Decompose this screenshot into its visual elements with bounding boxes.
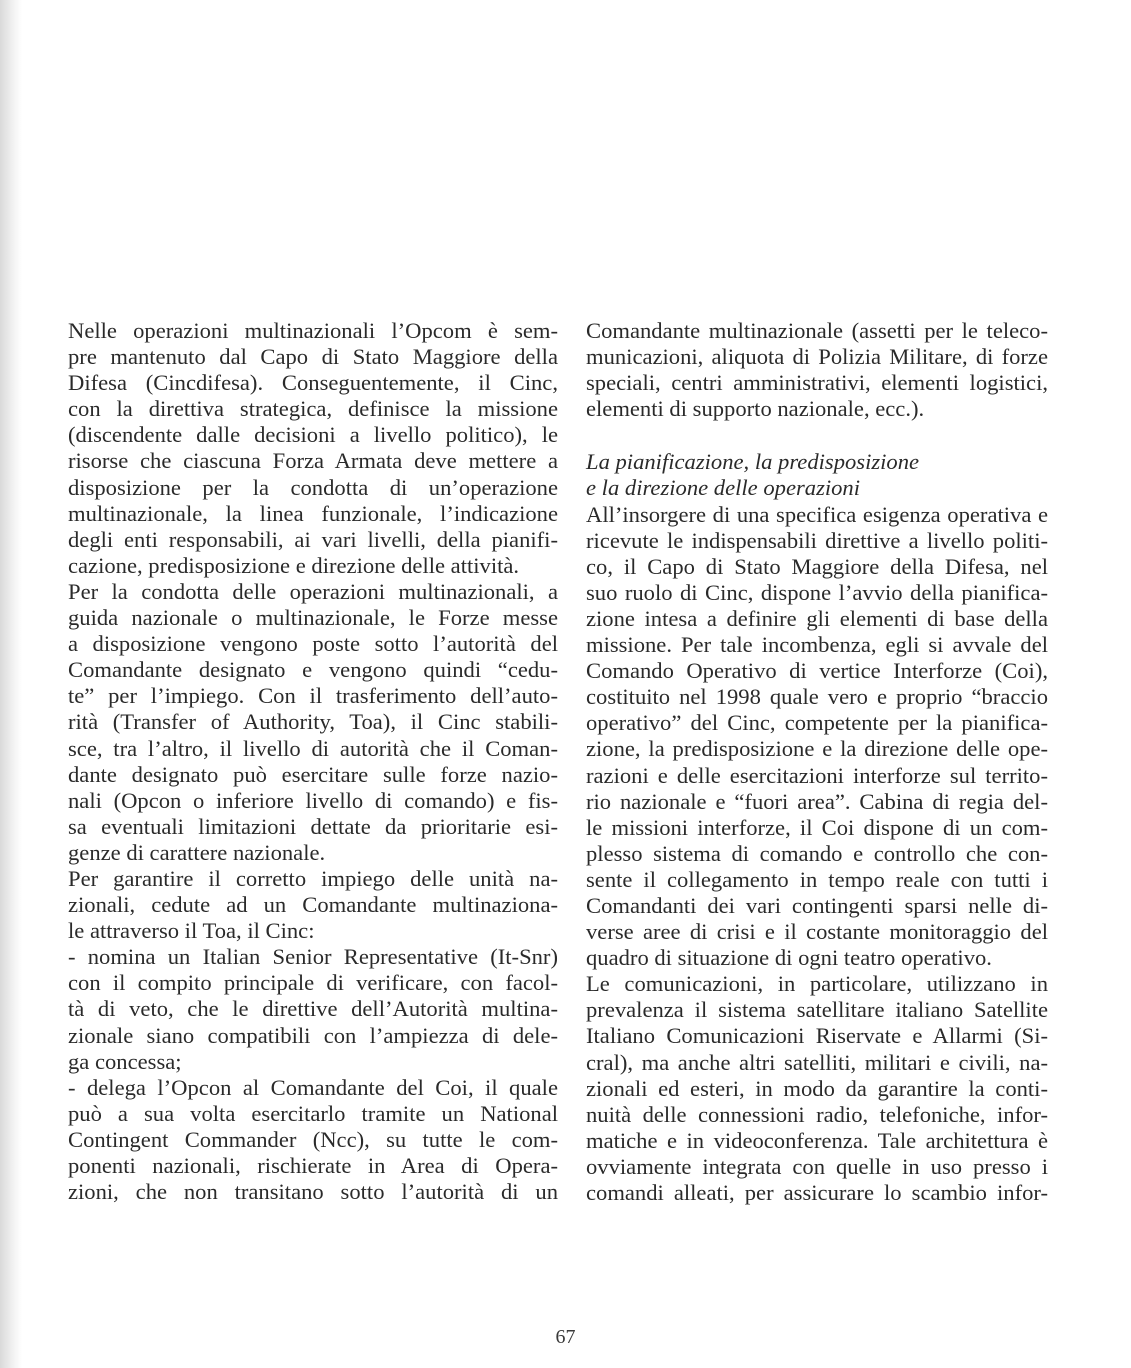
text-line: a disposizione vengono poste sotto l’autorità del <box>68 631 558 657</box>
text-line: missione. Per tale incombenza, egli si avvale del <box>586 632 1048 658</box>
text-line: comandi alleati, per assicurare lo scambio infor- <box>586 1180 1048 1205</box>
text-line: Le comunicazioni, in particolare, utilizzano in <box>586 971 1048 997</box>
text-line: Comandante multinazionale (assetti per le teleco- <box>586 318 1048 343</box>
text-line: suo ruolo di Cinc, dispone l’avvio della pianifica- <box>586 579 1048 605</box>
text-line: (discendente dalle decisioni a livello politico), le <box>68 422 558 448</box>
text-line: rio nazionale e “fuori area”. Cabina di regia del- <box>586 788 1048 814</box>
text-line: sa eventuali limitazioni dettate da prioritarie esi- <box>68 813 558 839</box>
text-line: te” per l’impiego. Con il trasferimento dell’auto- <box>68 683 558 709</box>
text-line: co, il Capo di Stato Maggiore della Difesa, nel <box>586 553 1048 579</box>
text-line: nali (Opcon o inferiore livello di comando) e fis- <box>68 787 558 813</box>
left-column <box>68 318 558 1205</box>
text-line: risorse che ciascuna Forza Armata deve mettere a <box>68 448 558 474</box>
text-line: ponenti nazionali, rischierate in Area di Opera- <box>68 1153 558 1178</box>
text-line: razioni e delle esercitazioni interforze sul territo- <box>586 762 1048 788</box>
paragraph <box>68 944 558 1074</box>
page-number: 67 <box>555 1326 576 1348</box>
text-line: Contingent Commander (Ncc), su tutte le com- <box>68 1126 558 1152</box>
paragraph <box>68 579 558 866</box>
text-line: degli enti responsabili, ai vari livelli, della pianifi- <box>68 526 558 552</box>
text-line: matiche e in videoconferenza. Tale architettura è <box>586 1127 1048 1153</box>
section-gap <box>586 422 1048 449</box>
text-line: operativo” del Cinc, competente per la pianifica- <box>586 710 1048 736</box>
text-line: multinazionale, la linea funzionale, l’indicazione <box>68 500 558 526</box>
text-line: municazioni, aliquota di Polizia Militare, di forze <box>586 344 1048 370</box>
text-line: genze di carattere nazionale. <box>68 839 326 865</box>
right-column <box>586 318 1048 1206</box>
text-line: disposizione per la condotta di un’operazione <box>68 474 558 500</box>
text-line: La pianificazione, la predisposizione <box>586 449 920 475</box>
text-line: Comando Operativo di vertice Interforze (Coi), <box>586 658 1048 684</box>
section-heading <box>586 449 1048 501</box>
text-line: può a sua volta esercitarlo tramite un National <box>68 1100 558 1126</box>
text-line: verse aree di crisi e il costante monitoraggio del <box>586 919 1048 945</box>
text-line: Per garantire il corretto impiego delle unità na- <box>68 865 558 891</box>
paragraph <box>586 318 1048 422</box>
text-line: elementi di supporto nazionale, ecc.). <box>586 396 925 422</box>
paragraph <box>68 318 558 579</box>
text-line: - nomina un Italian Senior Representative (It-Snr) <box>68 944 558 970</box>
text-line: zionale siano compatibili con l’ampiezza di dele- <box>68 1022 558 1048</box>
text-line: guida nazionale o multinazionale, le Forze messe <box>68 605 558 631</box>
paragraph <box>586 502 1048 972</box>
text-line: zioni, che non transitano sotto l’autorità di un <box>68 1179 558 1205</box>
text-line: sente il collegamento in tempo reale con tutti i <box>586 866 1048 892</box>
scan-shadow <box>0 0 22 1368</box>
text-line: nuità delle connessioni radio, telefoniche, infor- <box>586 1101 1048 1127</box>
text-line: cazione, predisposizione e direzione delle attività. <box>68 552 520 578</box>
paragraph <box>68 1075 558 1205</box>
paragraph <box>68 866 558 944</box>
text-line: zionali ed esteri, in modo da garantire la conti- <box>586 1075 1048 1101</box>
text-line: sce, tra l’altro, il livello di autorità che il Coman- <box>68 735 558 761</box>
text-line: Difesa (Cincdifesa). Conseguentemente, il Cinc, <box>68 370 558 396</box>
text-line: ovviamente integrata con quelle in uso presso i <box>586 1153 1048 1179</box>
text-line: speciali, centri amministrativi, elementi logistici, <box>586 370 1048 396</box>
text-line: Nelle operazioni multinazionali l’Opcom è sem- <box>68 318 558 343</box>
text-line: plesso sistema di comando e controllo che con- <box>586 840 1048 866</box>
text-line: zionali, cedute ad un Comandante multinaziona- <box>68 892 558 918</box>
text-line: le attraverso il Toa, il Cinc: <box>68 918 315 944</box>
text-line: cral), ma anche altri satelliti, militari e civili, na- <box>586 1049 1048 1075</box>
text-line: zione intesa a definire gli elementi di base della <box>586 605 1048 631</box>
text-line: ga concessa; <box>68 1048 182 1074</box>
text-line: zione, la predisposizione e la direzione delle ope- <box>586 736 1048 762</box>
text-line: rità (Transfer of Authority, Toa), il Cinc stabili- <box>68 709 558 735</box>
text-line: All’insorgere di una specifica esigenza operativa e <box>586 501 1048 527</box>
text-line: Italiano Comunicazioni Riservate e Allarmi (Si- <box>586 1023 1048 1049</box>
text-line: con la direttiva strategica, definisce la missione <box>68 396 558 422</box>
text-line: le missioni interforze, il Coi dispone di un com- <box>586 814 1048 840</box>
text-line: Comandanti dei vari contingenti sparsi nelle di- <box>586 892 1048 918</box>
text-line: Comandante designato e vengono quindi “cedu- <box>68 657 558 683</box>
paragraph <box>586 971 1048 1206</box>
text-line: - delega l’Opcon al Comandante del Coi, il quale <box>68 1074 558 1100</box>
text-line: prevalenza il sistema satellitare italiano Satellite <box>586 997 1048 1023</box>
text-line: con il compito principale di verificare, con facol- <box>68 970 558 996</box>
text-line: e la direzione delle operazioni <box>586 475 861 501</box>
text-line: Per la condotta delle operazioni multinazionali, a <box>68 578 558 604</box>
text-line: pre mantenuto dal Capo di Stato Maggiore della <box>68 344 558 370</box>
text-line: dante designato può esercitare sulle forze nazio- <box>68 761 558 787</box>
text-line: ricevute le indispensabili direttive a livello politi- <box>586 527 1048 553</box>
text-line: costituito nel 1998 quale vero e proprio “braccio <box>586 684 1048 710</box>
text-line: quadro di situazione di ogni teatro operativo. <box>586 945 992 971</box>
text-line: tà di veto, che le direttive dell’Autorità multina- <box>68 996 558 1022</box>
